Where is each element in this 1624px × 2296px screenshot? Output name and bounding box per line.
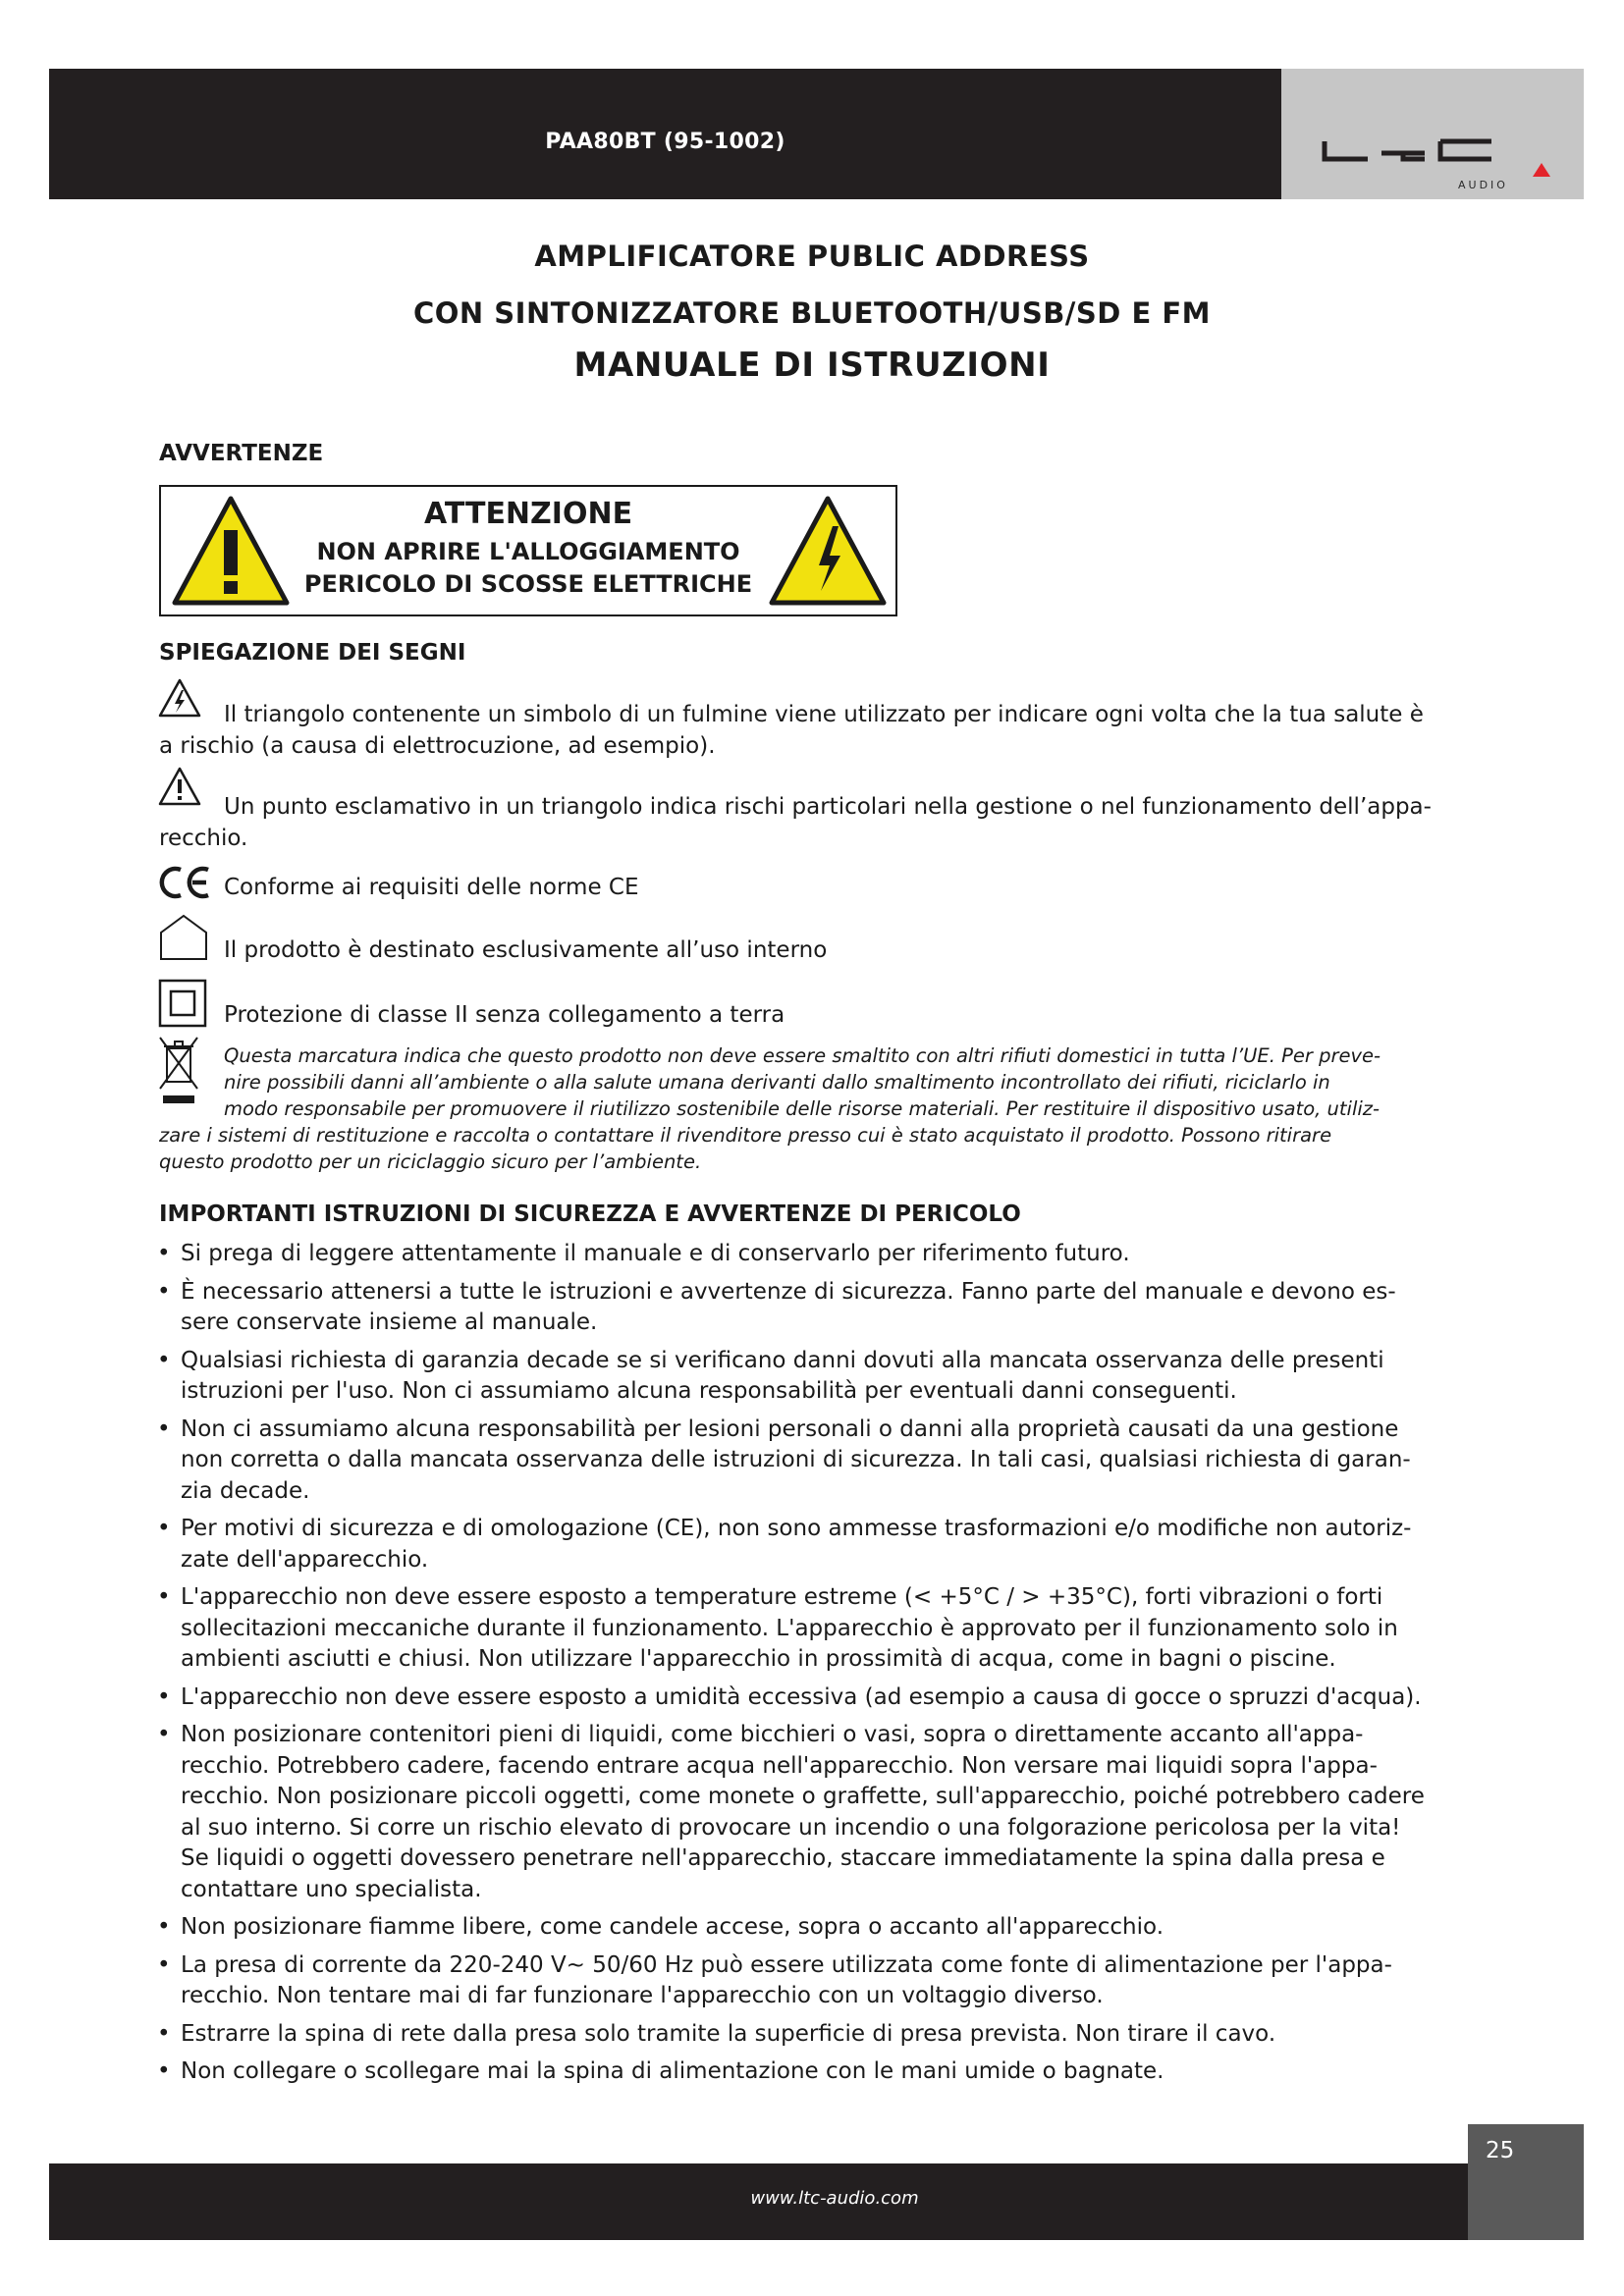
lightning-triangle-icon	[157, 677, 202, 719]
list-item: • Non ci assumiamo alcuna responsabilità per lesioni personali o danni alla proprietà causati da una gestione non corretta o dalla mancata osservanza delle istruzioni di sicurezza. In tali casi, qualsiasi richiesta di garan- zia decade.	[157, 1415, 1473, 1508]
bullet-line: Per motivi di sicurezza e di omologazione (CE), non sono ammesse trasformazioni e/o modifiche non autoriz-	[181, 1516, 1412, 1541]
bullet-line: recchio. Non tentare mai di far funzionare l'apparecchio con un voltaggio diverso.	[181, 1983, 1104, 2008]
bullet-line: Se liquidi o oggetti dovessero penetrare nell'apparecchio, staccare immediatamente la spina dalla presa e	[181, 1845, 1385, 1871]
bullet-line: Non posizionare contenitori pieni di liquidi, come bicchieri o vasi, sopra o direttamente accanto all'appa-	[181, 1722, 1364, 1747]
footer-url[interactable]: www.ltc-audio.com	[750, 2188, 919, 2209]
safety-heading: IMPORTANTI ISTRUZIONI DI SICUREZZA E AVVERTENZE DI PERICOLO	[159, 1201, 1021, 1227]
bullet-line: ambienti asciutti e chiusi. Non utilizzare l'apparecchio in prossimità di acqua, come in bagni o piscine.	[181, 1646, 1336, 1672]
warning-title: ATTENZIONE	[423, 497, 633, 531]
footer-bar	[49, 2163, 1468, 2240]
weee-description-4: zare i sistemi di restituzione e raccolta o contattare il rivenditore presso cui è stato acquistato il prodotto. Possono ritirare	[159, 1124, 1332, 1147]
symbols-heading: SPIEGAZIONE DEI SEGNI	[159, 640, 466, 666]
ce-description: Conforme ai requisiti delle norme CE	[224, 875, 639, 900]
page-number: 25	[1486, 2138, 1515, 2163]
lightning-description-1: Il triangolo contenente un simbolo di un fulmine viene utilizzato per indicare ogni volta che la tua salute è	[224, 702, 1424, 727]
title-line-2: CON SINTONIZZATORE BLUETOOTH/USB/SD E FM	[412, 296, 1212, 330]
exclamation-description-2: recchio.	[159, 826, 248, 851]
bullet-line: Non ci assumiamo alcuna responsabilità per lesioni personali o danni alla proprietà causati da una gestione	[181, 1415, 1399, 1442]
bullet-line: zate dell'apparecchio.	[181, 1546, 429, 1573]
bullet-line: recchio. Potrebbero cadere, facendo entrare acqua nell'apparecchio. Non versare mai liquidi sopra l'appa-	[181, 1752, 1378, 1779]
bullet-line: La presa di corrente da 220-240 V~ 50/60 Hz può essere utilizzata come fonte di alimentazione per l'appa-	[181, 1951, 1392, 1978]
class-ii-description: Protezione di classe II senza collegamento a terra	[224, 1002, 785, 1028]
logo-subtext: AUDIO	[1458, 179, 1508, 191]
warning-line-2: PERICOLO DI SCOSSE ELETTRICHE	[303, 570, 753, 598]
list-item: • Non collegare o scollegare mai la spina di alimentazione con le mani umide o bagnate.	[157, 2056, 1473, 2088]
model-label: PAA80BT (95-1002)	[545, 130, 785, 154]
lightning-description-2: a rischio (a causa di elettrocuzione, ad esempio).	[159, 733, 716, 759]
list-item: • Per motivi di sicurezza e di omologazione (CE), non sono ammesse trasformazioni e/o modifiche non autoriz- zate dell'apparecchio.	[157, 1514, 1473, 1575]
warnings-heading: AVVERTENZE	[159, 441, 324, 466]
ce-mark-icon	[157, 864, 214, 901]
bullet-line: Non collegare o scollegare mai la spina di alimentazione con le mani umide o bagnate.	[181, 2058, 1164, 2084]
weee-description-2: nire possibili danni all’ambiente o alla salute umana derivanti dallo smaltimento incontrollato dei rifiuti, riciclarlo in	[224, 1071, 1330, 1094]
bullet-line: Non posizionare fiamme libere, come candele accese, sopra o accanto all'apparecchio.	[181, 1914, 1164, 1940]
bullet-line: contattare uno specialista.	[181, 1876, 482, 1902]
list-item: • Si prega di leggere attentamente il manuale e di conservarlo per riferimento futuro.	[157, 1239, 1473, 1270]
warning-line-1: NON APRIRE L'ALLOGGIAMENTO	[316, 538, 740, 565]
brand-logo	[1281, 69, 1584, 199]
bullet-line: Qualsiasi richiesta di garanzia decade se si verificano danni dovuti alla mancata osservanza delle presenti	[181, 1347, 1384, 1373]
page-number-box	[1468, 2124, 1584, 2240]
list-item: • L'apparecchio non deve essere esposto a temperature estreme (< +5°C / > +35°C), forti vibrazioni o forti sollecitazioni meccaniche durante il funzionamento. L'apparecchio è approvato per il funzionamento solo in ambienti asciutti e chiusi. Non utilizzare l'apparecchio in prossimità di acqua, come in bagni o piscine.	[157, 1582, 1473, 1676]
list-item: • È necessario attenersi a tutte le istruzioni e avvertenze di sicurezza. Fanno parte del manuale e devono es- sere conservate insieme al manuale.	[157, 1277, 1473, 1339]
exclamation-description-1: Un punto esclamativo in un triangolo indica rischi particolari nella gestione o nel funzionamento dell’appa-	[224, 794, 1432, 820]
bullet-line: sere conservate insieme al manuale.	[181, 1309, 598, 1335]
bullet-line: sollecitazioni meccaniche durante il funzionamento. L'apparecchio è approvato per il funzionamento solo in	[181, 1615, 1398, 1641]
bullet-line: istruzioni per l'uso. Non ci assumiamo alcuna responsabilità per eventuali danni conseguenti.	[181, 1378, 1237, 1404]
list-item: • Non posizionare fiamme libere, come candele accese, sopra o accanto all'apparecchio.	[157, 1912, 1473, 1944]
bullet-line: recchio. Non posizionare piccoli oggetti, come monete o graffette, sull'apparecchio, poiché potrebbero cadere	[181, 1784, 1425, 1809]
bullet-line: al suo interno. Si corre un rischio elevato di provocare un incendio o una folgorazione pericolosa per la vita!	[181, 1814, 1401, 1841]
list-item: • L'apparecchio non deve essere esposto a umidità eccessiva (ad esempio a causa di gocce o spruzzi d'acqua).	[157, 1682, 1473, 1714]
warning-box	[159, 485, 897, 616]
header-bar	[49, 69, 1281, 199]
bullet-line: L'apparecchio non deve essere esposto a temperature estreme (< +5°C / > +35°C), forti vibrazioni o forti	[181, 1584, 1383, 1610]
weee-description-3: modo responsabile per promuovere il riutilizzo sostenibile delle risorse materiali. Per restituire il dispositivo usato, utiliz-	[224, 1097, 1380, 1120]
bullet-line: È necessario attenersi a tutte le istruzioni e avvertenze di sicurezza. Fanno parte del manuale e devono es-	[181, 1278, 1396, 1305]
manual-title: MANUALE DI ISTRUZIONI	[573, 346, 1051, 385]
ltc-logo-icon	[1319, 133, 1550, 177]
bullet-line: Estrarre la spina di rete dalla presa solo tramite la superficie di presa prevista. Non tirare il cavo.	[181, 2020, 1276, 2047]
list-item: • Non posizionare contenitori pieni di liquidi, come bicchieri o vasi, sopra o direttamente accanto all'appa- recchio. Potrebbero cadere, facendo entrare acqua nell'apparecchio. Non versare mai liquidi sopra l'appa- recchio. Non posizionare piccoli oggetti, come monete o graffette, sull'apparecchio, poiché potrebbero cadere al suo interno. Si corre un rischio elevato di provocare un incendio o una folgorazione pericolosa per la vita! Se liquidi o oggetti dovessero penetrare nell'apparecchio, staccare immediatamente la spina dalla presa e contattare uno specialista.	[157, 1720, 1473, 1905]
bullet-line: Si prega di leggere attentamente il manuale e di conservarlo per riferimento futuro.	[181, 1241, 1130, 1266]
weee-description-5: questo prodotto per un riciclaggio sicuro per l’ambiente.	[159, 1150, 702, 1173]
weee-description-1: Questa marcatura indica che questo prodotto non deve essere smaltito con altri rifiuti domestici in tutta l’UE. Per preve-	[224, 1044, 1381, 1067]
bullet-line: L'apparecchio non deve essere esposto a umidità eccessiva (ad esempio a causa di gocce o spruzzi d'acqua).	[181, 1683, 1422, 1710]
bullet-line: zia decade.	[181, 1477, 310, 1504]
safety-list	[157, 1239, 1473, 2095]
exclamation-triangle-icon	[157, 766, 202, 807]
list-item: • Qualsiasi richiesta di garanzia decade se si verificano danni dovuti alla mancata osservanza delle presenti istruzioni per l'uso. Non ci assumiamo alcuna responsabilità per eventuali danni conseguenti.	[157, 1346, 1473, 1408]
weee-bin-icon	[157, 1035, 200, 1107]
bullet-line: non corretta o dalla mancata osservanza delle istruzioni di sicurezza. In tali casi, qualsiasi richiesta di garan-	[181, 1447, 1411, 1472]
indoor-use-house-icon	[157, 913, 210, 962]
class-ii-icon	[157, 978, 208, 1029]
title-line-1: AMPLIFICATORE PUBLIC ADDRESS	[534, 240, 1090, 273]
list-item: • La presa di corrente da 220-240 V~ 50/60 Hz può essere utilizzata come fonte di alimentazione per l'appa- recchio. Non tentare mai di far funzionare l'apparecchio con un voltaggio diverso.	[157, 1950, 1473, 2012]
list-item: • Estrarre la spina di rete dalla presa solo tramite la superficie di presa prevista. Non tirare il cavo.	[157, 2019, 1473, 2051]
indoor-description: Il prodotto è destinato esclusivamente all’uso interno	[224, 937, 828, 963]
